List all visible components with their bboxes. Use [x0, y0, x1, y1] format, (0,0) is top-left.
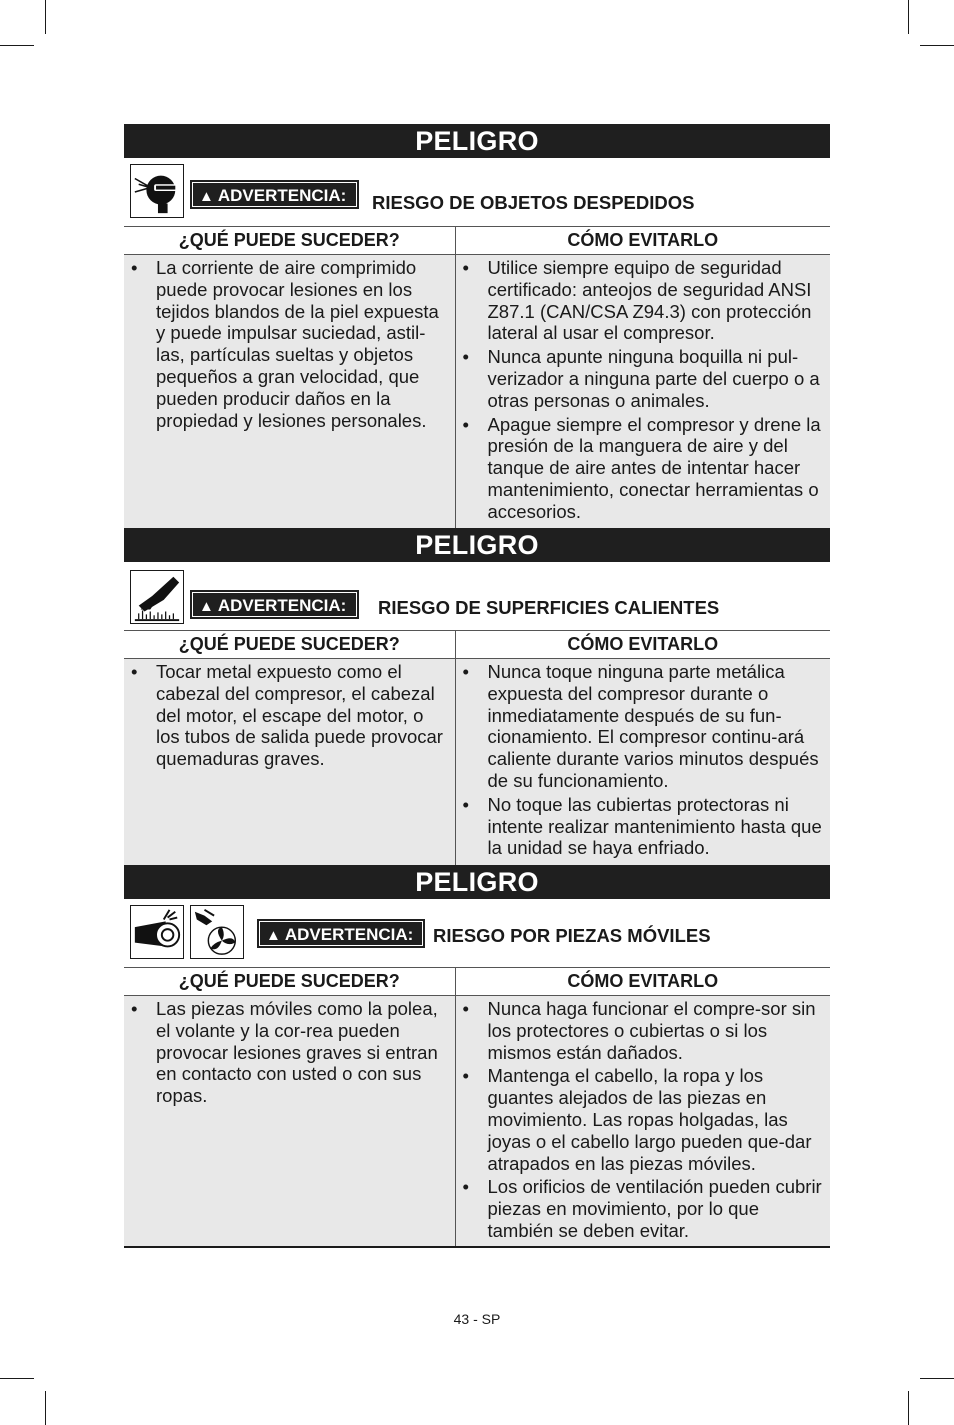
fan-hazard-icon [190, 905, 244, 959]
warning-triangle-icon: ▲ [266, 927, 281, 944]
crop-mark [45, 0, 46, 34]
warning-triangle-icon: ▲ [199, 598, 214, 615]
warning-triangle-icon: ▲ [199, 188, 214, 205]
what-cell [124, 659, 455, 866]
hazard-title: RIESGO DE SUPERFICIES CALIENTES [378, 597, 720, 618]
list-item: • Nunca apunte ninguna boquilla ni pul-verizador a ninguna parte del cuerpo o a otras personas o animales. [456, 346, 825, 411]
hazard-section-hot-surfaces [124, 528, 830, 865]
hazard-title: RIESGO POR PIEZAS MÓVILES [433, 925, 711, 946]
peligro-banner: PELIGRO [124, 124, 830, 158]
list-item: • Tocar metal expuesto como el cabezal del compresor, el cabezal del motor, el escape del motor, o los tubos de salida puede provocar quemaduras graves. [124, 661, 449, 770]
crop-mark [0, 45, 34, 46]
hazard-header [124, 562, 830, 630]
warning-label [190, 180, 359, 209]
list-item: • La corriente de aire comprimido puede provocar lesiones en los tejidos blandos de la piel expuesta y puede impulsar suciedad, astil-las, partículas sueltas y objetos pequeños a gran velocidad, que pueden producir daños en la propiedad y lesiones personales. [124, 257, 449, 431]
warning-label-text: ADVERTENCIA: [217, 596, 347, 615]
list-item: • Utilice siempre equipo de seguridad certificado: anteojos de seguridad ANSI Z87.1 (CAN/CSA Z94.3) con protección lateral al usar el compresor. [456, 257, 825, 344]
what-cell [124, 255, 455, 529]
crop-mark [920, 45, 954, 46]
crop-mark [45, 1391, 46, 1425]
list-item: • Las piezas móviles como la polea, el volante y la cor-rea pueden provocar lesiones graves si entran en contacto con usted o con sus ropas. [124, 998, 449, 1107]
how-cell [455, 996, 830, 1247]
peligro-banner: PELIGRO [124, 865, 830, 899]
crop-mark [0, 1378, 34, 1379]
what-cell [124, 996, 455, 1247]
warning-label [190, 590, 359, 619]
safety-page [124, 124, 830, 1248]
eye-protection-icon [130, 164, 184, 218]
page-number: 43 - SP [453, 1311, 501, 1327]
how-cell [455, 255, 830, 529]
hazard-table [124, 967, 830, 1248]
hazard-section-moving-parts [124, 865, 830, 1248]
crop-mark [908, 0, 909, 34]
hazard-table [124, 226, 830, 528]
warning-label [257, 919, 425, 948]
column-header-what: ¿QUÉ PUEDE SUCEDER? [124, 631, 455, 659]
how-cell [455, 659, 830, 866]
hazard-header [124, 899, 830, 967]
column-header-what: ¿QUÉ PUEDE SUCEDER? [124, 227, 455, 255]
crop-mark [920, 1378, 954, 1379]
list-item: • Los orificios de ventilación pueden cubrir piezas en movimiento, por lo que también se deben evitar. [456, 1176, 825, 1241]
column-header-how: CÓMO EVITARLO [455, 631, 830, 659]
warning-label-text: ADVERTENCIA: [284, 925, 414, 944]
hazard-header [124, 158, 830, 226]
warning-label-text: ADVERTENCIA: [217, 186, 347, 205]
column-header-how: CÓMO EVITARLO [455, 968, 830, 996]
hot-surface-icon [130, 570, 184, 624]
hazard-title: RIESGO DE OBJETOS DESPEDIDOS [372, 192, 695, 213]
column-header-what: ¿QUÉ PUEDE SUCEDER? [124, 968, 455, 996]
belt-entanglement-icon [130, 905, 184, 959]
list-item: • Mantenga el cabello, la ropa y los guantes alejados de las piezas en movimiento. Las ropas holgadas, las joyas o el cabello largo pueden que-dar atrapados en las piezas móviles. [456, 1065, 825, 1174]
hazard-table [124, 630, 830, 865]
peligro-banner: PELIGRO [124, 528, 830, 562]
crop-mark [908, 1391, 909, 1425]
hazard-section-flying-objects [124, 124, 830, 528]
list-item: • Nunca toque ninguna parte metálica expuesta del compresor durante o inmediatamente después de su fun-cionamiento. El compresor continu-ará caliente durante varios minutos después de su funcionamiento. [456, 661, 825, 792]
list-item: • Apague siempre el compresor y drene la presión de la manguera de aire y del tanque de aire antes de intentar hacer mantenimiento, conectar herramientas o accesorios. [456, 414, 825, 523]
list-item: • No toque las cubiertas protectoras ni intente realizar mantenimiento hasta que la unidad se haya enfriado. [456, 794, 825, 859]
list-item: • Nunca haga funcionar el compre-sor sin los protectores o cubiertas o si los mismos están dañados. [456, 998, 825, 1063]
column-header-how: CÓMO EVITARLO [455, 227, 830, 255]
